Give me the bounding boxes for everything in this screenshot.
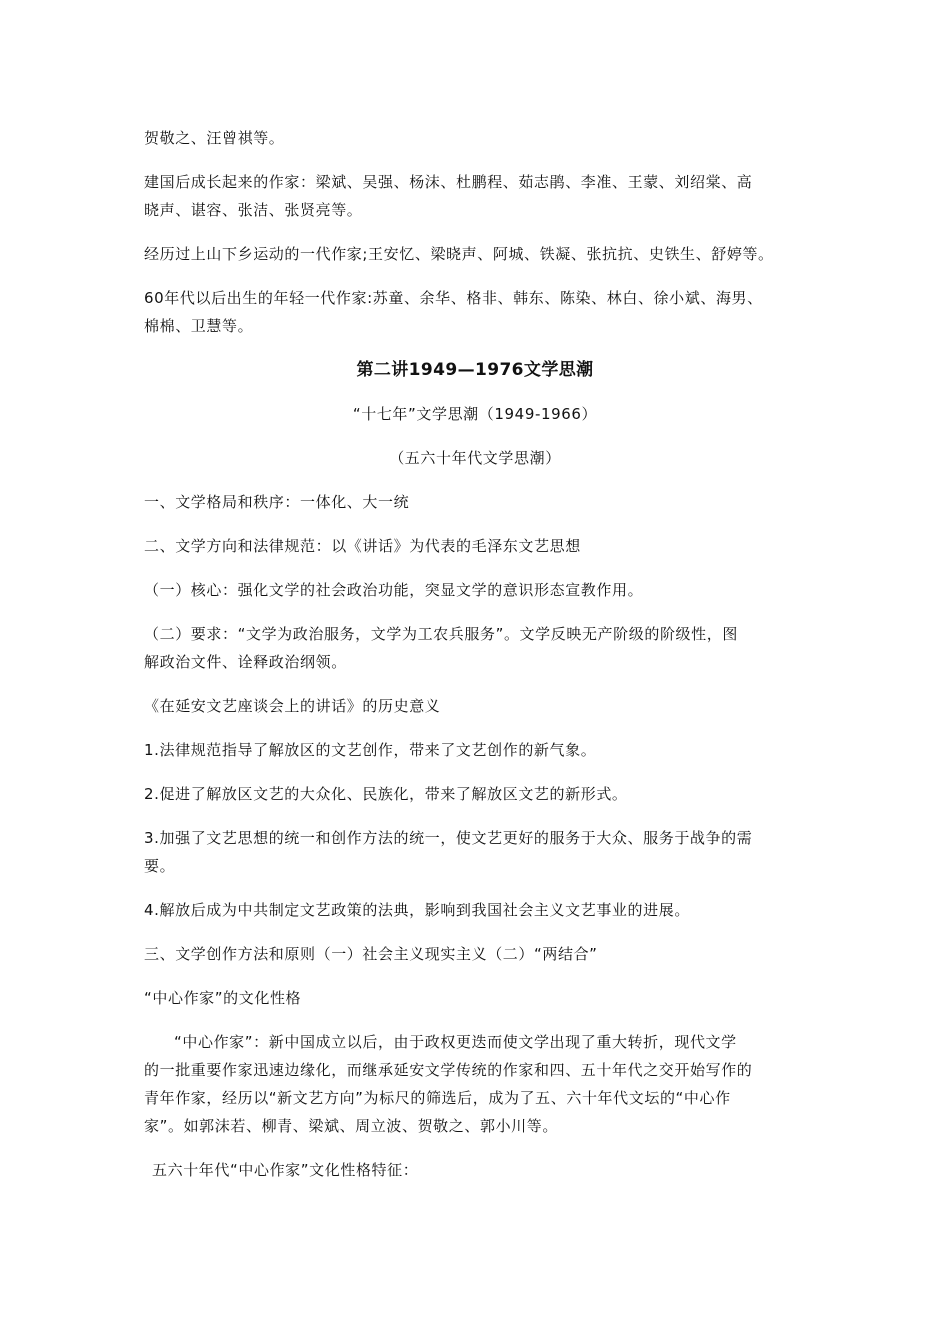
text-line: 的一批重要作家迅速边缘化，而继承延安文学传统的作家和四、五十年代之交开始写作的 xyxy=(144,1061,753,1079)
text-line: 棉棉、卫慧等。 xyxy=(144,317,254,335)
text-line: “中心作家”的文化性格 xyxy=(144,989,302,1007)
text-line: 一、文学格局和秩序：一体化、大一统 xyxy=(144,493,410,511)
text-line: 2.促进了解放区文艺的大众化、民族化，带来了解放区文艺的新形式。 xyxy=(144,785,628,803)
text-line: 经历过上山下乡运动的一代作家;王安忆、梁晓声、阿城、铁凝、张抗抗、史铁生、舒婷等。 xyxy=(144,245,774,263)
text-line: 《在延安文艺座谈会上的讲话》的历史意义 xyxy=(144,697,441,715)
text-line: 五六十年代“中心作家”文化性格特征： xyxy=(152,1161,419,1179)
text-line: 家”。如郭沫若、柳青、梁斌、周立波、贺敬之、郭小川等。 xyxy=(144,1117,558,1135)
text-line: （一）核心：强化文学的社会政治功能，突显文学的意识形态宣教作用。 xyxy=(144,581,644,599)
text-line: “中心作家”：新中国成立以后，由于政权更迭而使文学出现了重大转折，现代文学 xyxy=(174,1033,737,1051)
section-subtitle: （五六十年代文学思潮） xyxy=(389,449,561,467)
text-line: 要。 xyxy=(144,857,176,875)
text-line: 1.法律规范指导了解放区的文艺创作，带来了文艺创作的新气象。 xyxy=(144,741,597,759)
text-line: 建国后成长起来的作家：梁斌、吴强、杨沫、杜鹏程、茹志鹃、李准、王蒙、刘绍棠、高 xyxy=(144,173,753,191)
text-line: 二、文学方向和法律规范：以《讲话》为代表的毛泽东文艺思想 xyxy=(144,537,581,555)
section-title: 第二讲1949—1976文学思潮 xyxy=(356,360,594,380)
text-line: 青年作家，经历以“新文艺方向”为标尺的筛选后，成为了五、六十年代文坛的“中心作 xyxy=(144,1089,731,1107)
text-line: 三、文学创作方法和原则（一）社会主义现实主义（二）“两结合” xyxy=(144,945,598,963)
text-line: 解政治文件、诠释政治纲领。 xyxy=(144,653,347,671)
text-line: 3.加强了文艺思想的统一和创作方法的统一，使文艺更好的服务于大众、服务于战争的需 xyxy=(144,829,753,847)
section-subtitle: “十七年”文学思潮（1949-1966） xyxy=(352,405,598,423)
text-line: 贺敬之、汪曾祺等。 xyxy=(144,129,285,147)
text-line: 60年代以后出生的年轻一代作家:苏童、余华、格非、韩东、陈染、林白、徐小斌、海男、 xyxy=(144,289,763,307)
text-line: 晓声、谌容、张洁、张贤亮等。 xyxy=(144,201,363,219)
text-line: 4.解放后成为中共制定文艺政策的法典，影响到我国社会主义文艺事业的进展。 xyxy=(144,901,690,919)
text-line: （二）要求：“文学为政治服务，文学为工农兵服务”。文学反映无产阶级的阶级性，图 xyxy=(144,625,738,643)
